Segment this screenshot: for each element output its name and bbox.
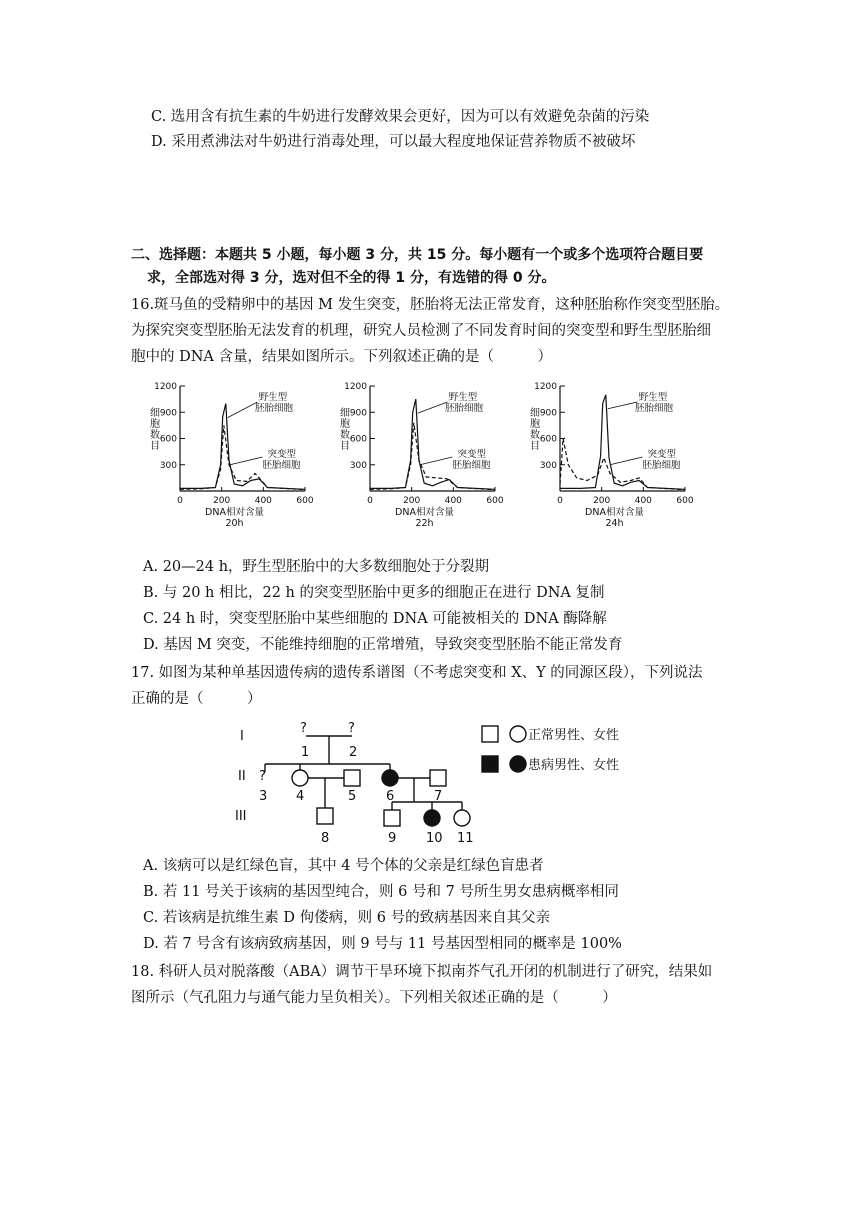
y-axis-label-char: 细	[150, 408, 160, 419]
q15-option-c: C. 选用含有抗生素的牛奶进行发酵效果会更好，因为可以有效避免杂菌的污染	[151, 109, 650, 125]
id-5: 5	[348, 789, 357, 804]
label-wild-type-line1: 野生型	[638, 392, 668, 403]
y-tick-label: 600	[539, 434, 557, 445]
leader-mutant	[420, 457, 453, 465]
dna-chart-22h	[340, 382, 504, 529]
y-axis-label-char: 目	[150, 441, 160, 452]
id-10: 10	[426, 831, 443, 846]
dna-chart-24h	[530, 382, 694, 529]
y-axis-label-char: 细	[340, 408, 350, 419]
y-tick-label: 900	[539, 408, 557, 419]
id-4: 4	[296, 789, 305, 804]
chart-subtitle: 24h	[605, 518, 624, 529]
id-11: 11	[457, 831, 474, 846]
y-tick-label: 600	[349, 434, 367, 445]
leader-wild-type	[418, 402, 448, 413]
legend-normal-male-icon	[482, 726, 498, 742]
q16-option-d: D. 基因 M 突变，不能维持细胞的正常增殖，导致突变型胚胎不能正常发育	[143, 637, 623, 653]
section-2-header-line1: 二、选择题：本题共 5 小题，每小题 3 分，共 15 分。每小题有一个或多个选项符合题目要	[131, 247, 704, 263]
individual-8-normal-male	[317, 808, 333, 824]
x-tick-label: 0	[177, 496, 183, 506]
q16-option-c: C. 24 h 时，突变型胚胎中某些细胞的 DNA 可能被相关的 DNA 酶降解	[143, 611, 607, 627]
q16-stem-line2: 为探究突变型胚胎无法发育的机理，研究人员检测了不同发育时间的突变型和野生型胚胎细	[131, 323, 711, 339]
x-axis-label: DNA相对含量	[205, 507, 264, 518]
leader-mutant	[230, 457, 263, 465]
series-wild-type	[180, 404, 305, 490]
x-tick-label: 0	[557, 496, 563, 506]
individual-9-normal-male	[384, 810, 400, 826]
id-6: 6	[386, 789, 395, 804]
q17-option-b: B. 若 11 号关于该病的基因型纯合，则 6 号和 7 号所生男女患病概率相同	[143, 884, 619, 900]
x-tick-label: 200	[403, 496, 421, 506]
individual-11-normal-female	[454, 810, 470, 826]
individual-5-normal-male	[344, 770, 360, 786]
leader-mutant	[610, 457, 643, 465]
label-wild-type-line1: 野生型	[258, 392, 288, 403]
section-2-header-line2: 求，全部选对得 3 分，选对但不全的得 1 分，有选错的得 0 分。	[147, 270, 556, 286]
generation-label-ii: II	[238, 769, 246, 784]
q16-dna-content-charts	[140, 378, 720, 538]
generation-label-iii: III	[235, 809, 247, 824]
unknown-mark-1: ?	[300, 721, 307, 736]
dna-chart-20h	[150, 382, 314, 529]
q17-stem-line2: 正确的是（ ）	[131, 691, 262, 707]
y-tick-label: 300	[349, 460, 367, 471]
x-tick-label: 200	[213, 496, 231, 506]
label-wild-type-line2: 胚胎细胞	[255, 403, 294, 414]
legend-affected-label: 患病男性、女性	[528, 758, 620, 773]
y-axis-label-char: 数	[530, 430, 540, 441]
id-1: 1	[301, 745, 310, 760]
label-mutant-line1: 突变型	[647, 449, 677, 460]
q16-option-b: B. 与 20 h 相比，22 h 的突变型胚胎中更多的细胞正在进行 DNA 复制	[143, 585, 605, 601]
y-axis-label-char: 数	[340, 430, 350, 441]
generation-label-i: I	[240, 729, 244, 744]
chart-subtitle: 20h	[225, 518, 244, 529]
label-mutant-line1: 突变型	[457, 449, 487, 460]
y-axis-label-char: 数	[150, 430, 160, 441]
y-axis-label-char: 胞	[340, 419, 350, 430]
x-tick-label: 400	[444, 496, 462, 506]
id-9: 9	[388, 831, 397, 846]
label-mutant-line1: 突变型	[267, 449, 297, 460]
q17-stem-line1: 17. 如图为某种单基因遗传病的遗传系谱图（不考虑突变和 X、Y 的同源区段），下列说法	[131, 665, 703, 681]
x-tick-label: 400	[634, 496, 652, 506]
q16-stem-line1: 16.斑马鱼的受精卵中的基因 M 发生突变，胚胎将无法正常发育，这种胚胎称作突变型胚胎。	[131, 297, 730, 313]
y-axis-label-char: 胞	[150, 419, 160, 430]
x-tick-label: 600	[296, 496, 314, 506]
q18-stem-line2: 图所示（气孔阻力与通气能力呈负相关）。下列相关叙述正确的是（ ）	[131, 990, 617, 1006]
y-tick-label: 600	[159, 434, 177, 445]
q17-option-a: A. 该病可以是红绿色盲，其中 4 号个体的父亲是红绿色盲患者	[143, 858, 544, 874]
x-tick-label: 400	[254, 496, 272, 506]
individual-10-affected-female	[424, 810, 440, 826]
legend-normal-female-icon	[510, 726, 526, 742]
x-tick-label: 200	[593, 496, 611, 506]
y-axis-label-char: 细	[530, 408, 540, 419]
label-wild-type-line1: 野生型	[448, 392, 478, 403]
y-tick-label: 1200	[534, 382, 557, 392]
label-mutant-line2: 胚胎细胞	[262, 460, 301, 471]
label-mutant-line2: 胚胎细胞	[452, 460, 491, 471]
individual-6-affected-female	[382, 770, 398, 786]
leader-wild-type	[608, 402, 638, 409]
legend-normal-label: 正常男性、女性	[528, 728, 620, 743]
y-axis-label-char: 胞	[530, 419, 540, 430]
y-axis-label-char: 目	[340, 441, 350, 452]
legend-affected-male-icon	[482, 756, 498, 772]
label-wild-type-line2: 胚胎细胞	[445, 403, 484, 414]
y-tick-label: 900	[159, 408, 177, 419]
y-tick-label: 1200	[154, 382, 177, 392]
individual-7-normal-male	[430, 770, 446, 786]
individual-4-normal-female	[292, 770, 308, 786]
q17-option-c: C. 若该病是抗维生素 D 佝偻病，则 6 号的致病基因来自其父亲	[143, 910, 551, 926]
unknown-mark-2: ?	[348, 721, 355, 736]
label-mutant-line2: 胚胎细胞	[642, 460, 681, 471]
y-tick-label: 300	[159, 460, 177, 471]
chart-subtitle: 22h	[415, 518, 434, 529]
id-7: 7	[434, 789, 443, 804]
label-wild-type-line2: 胚胎细胞	[635, 403, 674, 414]
q18-stem-line1: 18. 科研人员对脱落酸（ABA）调节干旱环境下拟南芥气孔开闭的机制进行了研究，结果如	[131, 964, 713, 980]
q17-option-d: D. 若 7 号含有该病致病基因，则 9 号与 11 号基因型相同的概率是 100%	[143, 936, 622, 952]
x-axis-label: DNA相对含量	[585, 507, 644, 518]
q17-pedigree-diagram	[230, 718, 650, 848]
y-tick-label: 300	[539, 460, 557, 471]
y-axis-label-char: 目	[530, 441, 540, 452]
legend-affected-female-icon	[510, 756, 526, 772]
leader-wild-type	[228, 402, 258, 418]
x-axis-label: DNA相对含量	[395, 507, 454, 518]
y-tick-label: 900	[349, 408, 367, 419]
q15-option-d: D. 采用煮沸法对牛奶进行消毒处理，可以最大程度地保证营养物质不被破坏	[151, 134, 636, 150]
q16-option-a: A. 20—24 h，野生型胚胎中的大多数细胞处于分裂期	[143, 559, 490, 575]
id-3: 3	[259, 789, 268, 804]
q16-stem-line3: 胞中的 DNA 含量，结果如图所示。下列叙述正确的是（ ）	[131, 349, 553, 365]
y-tick-label: 1200	[344, 382, 367, 392]
x-tick-label: 0	[367, 496, 373, 506]
x-tick-label: 600	[676, 496, 694, 506]
x-tick-label: 600	[486, 496, 504, 506]
id-8: 8	[321, 831, 330, 846]
unknown-mark-3: ?	[259, 769, 266, 784]
id-2: 2	[349, 745, 358, 760]
